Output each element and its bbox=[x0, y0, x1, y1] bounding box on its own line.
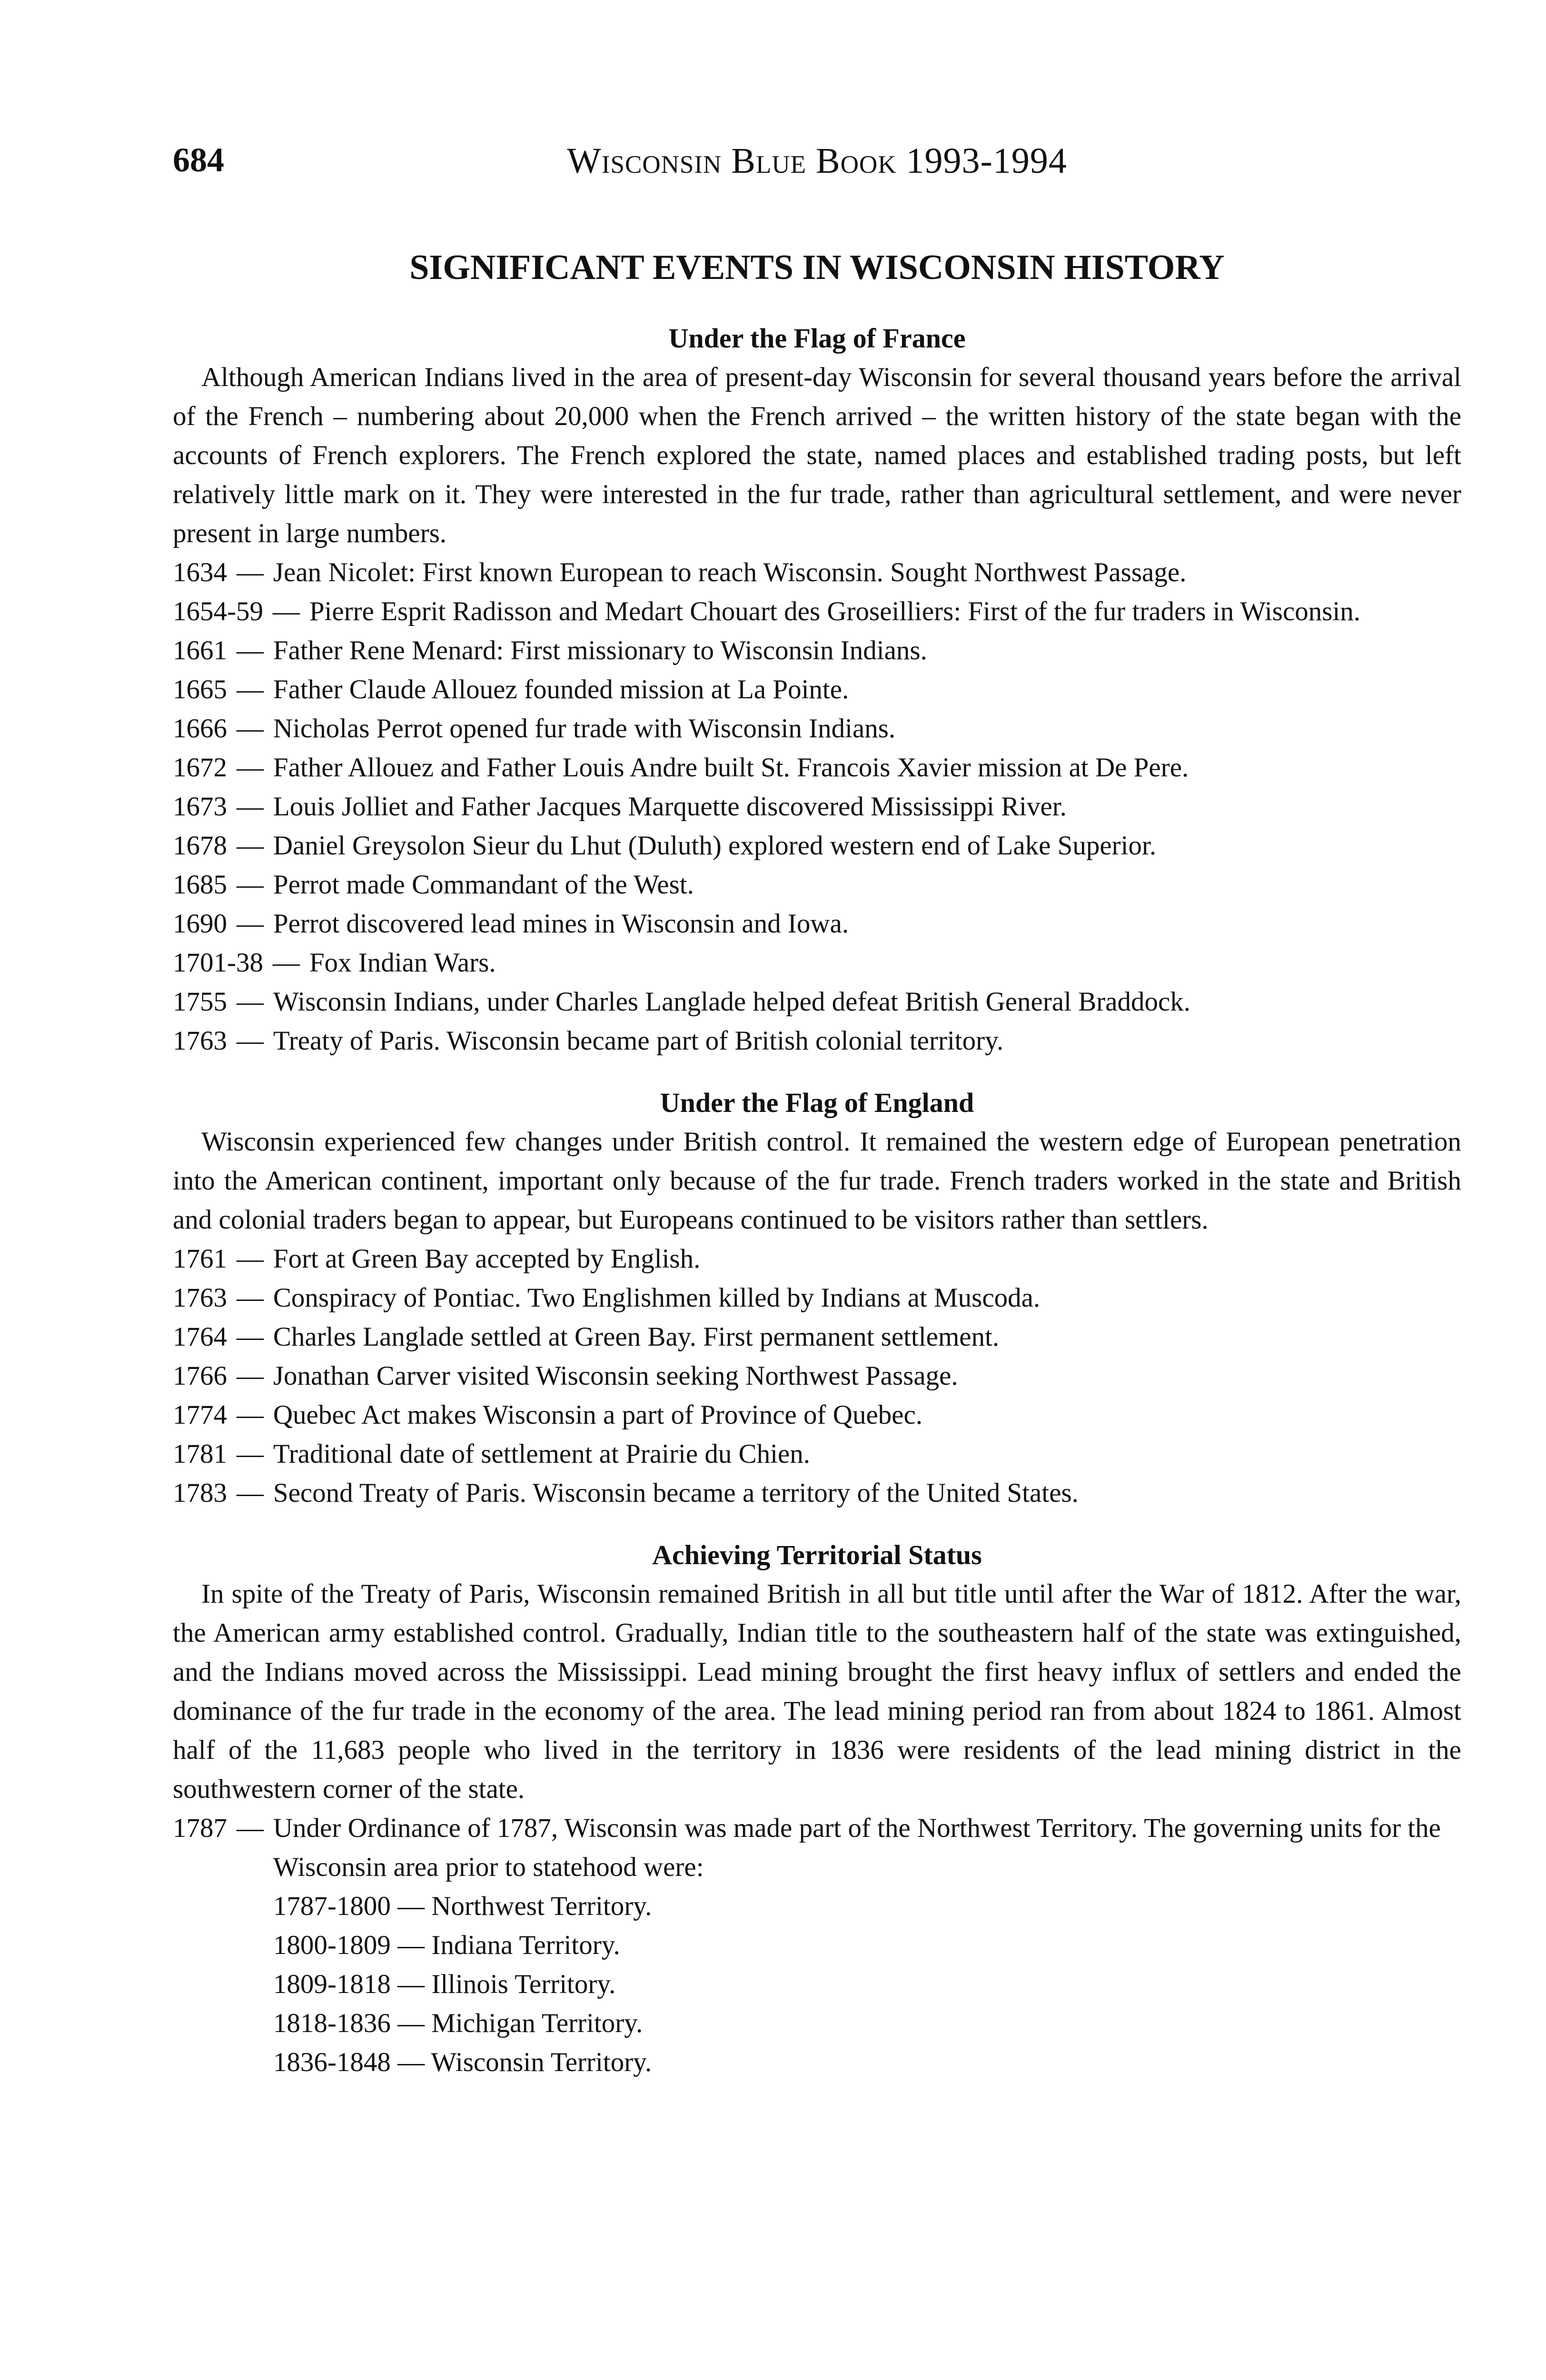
event-date: 1673 bbox=[173, 792, 227, 822]
event-description: Daniel Greysolon Sieur du Lhut (Duluth) explored western end of Lake Superior. bbox=[273, 831, 1157, 861]
event-date: 1690 bbox=[173, 909, 227, 939]
event-date: 1783 bbox=[173, 1478, 227, 1508]
event-item bbox=[173, 904, 1461, 943]
event-item bbox=[173, 1396, 1461, 1435]
running-header bbox=[173, 143, 1461, 195]
event-item bbox=[173, 1357, 1461, 1396]
page-number: 684 bbox=[173, 141, 224, 179]
event-item bbox=[173, 787, 1461, 826]
event-date: 1685 bbox=[173, 870, 227, 900]
territory-list bbox=[273, 1887, 1461, 2082]
event-date: 1764 bbox=[173, 1322, 227, 1352]
event-description: Fox Indian Wars. bbox=[309, 948, 496, 978]
event-item bbox=[173, 592, 1461, 631]
em-dash: — bbox=[390, 2047, 431, 2077]
section-flag-of-england bbox=[173, 1083, 1461, 1513]
event-date: 1672 bbox=[173, 753, 227, 783]
event-description: Father Allouez and Father Louis Andre built St. Francois Xavier mission at De Pere. bbox=[273, 753, 1189, 783]
event-item bbox=[173, 982, 1461, 1021]
event-date: 1661 bbox=[173, 635, 227, 665]
territory-item bbox=[273, 1926, 1461, 1965]
document-body bbox=[173, 319, 1461, 2082]
territory-name: Northwest Territory. bbox=[431, 1891, 652, 1921]
em-dash: — bbox=[390, 1969, 432, 1999]
event-item bbox=[173, 1435, 1461, 1474]
event-description: Fort at Green Bay accepted by English. bbox=[273, 1244, 701, 1274]
em-dash: — bbox=[236, 1400, 264, 1430]
event-description: Charles Langlade settled at Green Bay. First permanent settlement. bbox=[273, 1322, 1000, 1352]
event-list bbox=[173, 553, 1461, 1061]
event-item bbox=[173, 1318, 1461, 1357]
territory-range: 1809-1818 bbox=[273, 1969, 391, 1999]
section-territorial-status bbox=[173, 1536, 1461, 2082]
event-item bbox=[173, 1240, 1461, 1279]
em-dash: — bbox=[236, 1244, 264, 1274]
event-date: 1665 bbox=[173, 674, 227, 704]
event-date: 1766 bbox=[173, 1361, 227, 1391]
event-description: Pierre Esprit Radisson and Medart Chouart des Groseilliers: First of the fur traders in Wisconsin. bbox=[309, 596, 1361, 626]
event-date: 1787 bbox=[173, 1813, 227, 1843]
event-date: 1774 bbox=[173, 1400, 227, 1430]
event-item bbox=[173, 826, 1461, 865]
em-dash: — bbox=[390, 2008, 432, 2038]
event-description: Under Ordinance of 1787, Wisconsin was made part of the Northwest Territory. The governing units for the Wisconsin area prior to statehood were: bbox=[273, 1813, 1441, 1882]
event-item bbox=[173, 670, 1461, 709]
event-description: Jean Nicolet: First known European to reach Wisconsin. Sought Northwest Passage. bbox=[273, 557, 1187, 587]
event-item bbox=[173, 748, 1461, 787]
territory-range: 1787-1800 bbox=[273, 1891, 391, 1921]
territory-range: 1800-1809 bbox=[273, 1930, 391, 1960]
event-description: Perrot made Commandant of the West. bbox=[273, 870, 694, 900]
em-dash: — bbox=[236, 1026, 264, 1056]
event-item bbox=[173, 1021, 1461, 1061]
em-dash: — bbox=[236, 1478, 264, 1508]
em-dash: — bbox=[236, 1283, 264, 1313]
territory-item bbox=[273, 2043, 1461, 2082]
em-dash: — bbox=[272, 948, 300, 978]
event-date: 1755 bbox=[173, 987, 227, 1017]
territory-item bbox=[273, 1887, 1461, 1926]
event-item bbox=[173, 1474, 1461, 1513]
event-date: 1678 bbox=[173, 831, 227, 861]
em-dash: — bbox=[272, 596, 300, 626]
em-dash: — bbox=[236, 831, 264, 861]
section-intro: Wisconsin experienced few changes under British control. It remained the western edge of European penetration into the American continent, important only because of the fur trade. French traders worked in the state and British and colonial traders began to appear, but Europeans continued to be visitors rather than settlers. bbox=[173, 1127, 1461, 1235]
event-description: Second Treaty of Paris. Wisconsin became a territory of the United States. bbox=[273, 1478, 1079, 1508]
em-dash: — bbox=[236, 909, 264, 939]
book-title: Wisconsin Blue Book 1993-1994 bbox=[567, 141, 1067, 181]
section-heading: Under the Flag of England bbox=[660, 1087, 974, 1118]
event-date: 1781 bbox=[173, 1439, 227, 1469]
event-date: 1701-38 bbox=[173, 948, 263, 978]
territory-range: 1836-1848 bbox=[273, 2047, 391, 2077]
event-description: Father Claude Allouez founded mission at La Pointe. bbox=[273, 674, 849, 704]
event-description: Quebec Act makes Wisconsin a part of Province of Quebec. bbox=[273, 1400, 923, 1430]
section-intro: In spite of the Treaty of Paris, Wisconsin remained British in all but title until after the War of 1812. After the war, the American army established control. Gradually, Indian title to the southeastern half of the state was extinguished, and the Indians moved across the Mississippi. Lead mining brought the first heavy influx of settlers and ended the dominance of the fur trade in the economy of the area. The lead mining period ran from about 1824 to 1861. Almost half of the 11,683 people who lived in the territory in 1836 were residents of the lead mining district in the southwestern corner of the state. bbox=[173, 1579, 1461, 1804]
em-dash: — bbox=[390, 1930, 432, 1960]
event-item bbox=[173, 631, 1461, 670]
em-dash: — bbox=[390, 1891, 432, 1921]
em-dash: — bbox=[236, 674, 264, 704]
em-dash: — bbox=[236, 1322, 264, 1352]
event-date: 1666 bbox=[173, 714, 227, 744]
em-dash: — bbox=[236, 870, 264, 900]
section-heading: Under the Flag of France bbox=[668, 323, 966, 354]
territory-item bbox=[273, 2004, 1461, 2043]
event-item bbox=[173, 943, 1461, 982]
event-description: Jonathan Carver visited Wisconsin seeking Northwest Passage. bbox=[273, 1361, 958, 1391]
event-description: Nicholas Perrot opened fur trade with Wisconsin Indians. bbox=[273, 714, 896, 744]
event-description: Traditional date of settlement at Prairie du Chien. bbox=[273, 1439, 811, 1469]
territory-name: Michigan Territory. bbox=[431, 2008, 643, 2038]
section-heading: Achieving Territorial Status bbox=[652, 1539, 982, 1570]
event-description: Perrot discovered lead mines in Wisconsin and Iowa. bbox=[273, 909, 849, 939]
em-dash: — bbox=[236, 792, 264, 822]
event-item bbox=[173, 1279, 1461, 1318]
territory-item bbox=[273, 1965, 1461, 2004]
event-item bbox=[173, 1809, 1461, 2082]
event-description: Wisconsin Indians, under Charles Langlade helped defeat British General Braddock. bbox=[273, 987, 1191, 1017]
event-date: 1761 bbox=[173, 1244, 227, 1274]
em-dash: — bbox=[236, 753, 264, 783]
territory-name: Illinois Territory. bbox=[431, 1969, 616, 1999]
em-dash: — bbox=[236, 1361, 264, 1391]
event-list bbox=[173, 1809, 1461, 2082]
event-description: Louis Jolliet and Father Jacques Marquette discovered Mississippi River. bbox=[273, 792, 1067, 822]
em-dash: — bbox=[236, 557, 264, 587]
territory-range: 1818-1836 bbox=[273, 2008, 391, 2038]
event-description: Father Rene Menard: First missionary to Wisconsin Indians. bbox=[273, 635, 927, 665]
event-item bbox=[173, 865, 1461, 904]
event-date: 1634 bbox=[173, 557, 227, 587]
event-date: 1763 bbox=[173, 1283, 227, 1313]
event-description: Conspiracy of Pontiac. Two Englishmen killed by Indians at Muscoda. bbox=[273, 1283, 1041, 1313]
event-description-block bbox=[273, 1809, 1461, 2082]
territory-name: Wisconsin Territory. bbox=[431, 2047, 652, 2077]
event-date: 1763 bbox=[173, 1026, 227, 1056]
page-title: SIGNIFICANT EVENTS IN WISCONSIN HISTORY bbox=[409, 248, 1225, 287]
section-flag-of-france bbox=[173, 319, 1461, 1061]
event-list bbox=[173, 1240, 1461, 1513]
event-item bbox=[173, 553, 1461, 592]
em-dash: — bbox=[236, 1439, 264, 1469]
event-item bbox=[173, 709, 1461, 748]
event-description: Treaty of Paris. Wisconsin became part of British colonial territory. bbox=[273, 1026, 1004, 1056]
em-dash: — bbox=[236, 714, 264, 744]
territory-name: Indiana Territory. bbox=[431, 1930, 620, 1960]
em-dash: — bbox=[236, 635, 264, 665]
em-dash: — bbox=[236, 1813, 264, 1843]
em-dash: — bbox=[236, 987, 264, 1017]
event-date: 1654-59 bbox=[173, 596, 263, 626]
section-intro: Although American Indians lived in the area of present-day Wisconsin for several thousand years before the arrival of the French – numbering about 20,000 when the French arrived – the written history of the state began with the accounts of French explorers. The French explored the state, named places and established trading posts, but left relatively little mark on it. They were interested in the fur trade, rather than agricultural settlement, and were never present in large numbers. bbox=[173, 362, 1461, 548]
